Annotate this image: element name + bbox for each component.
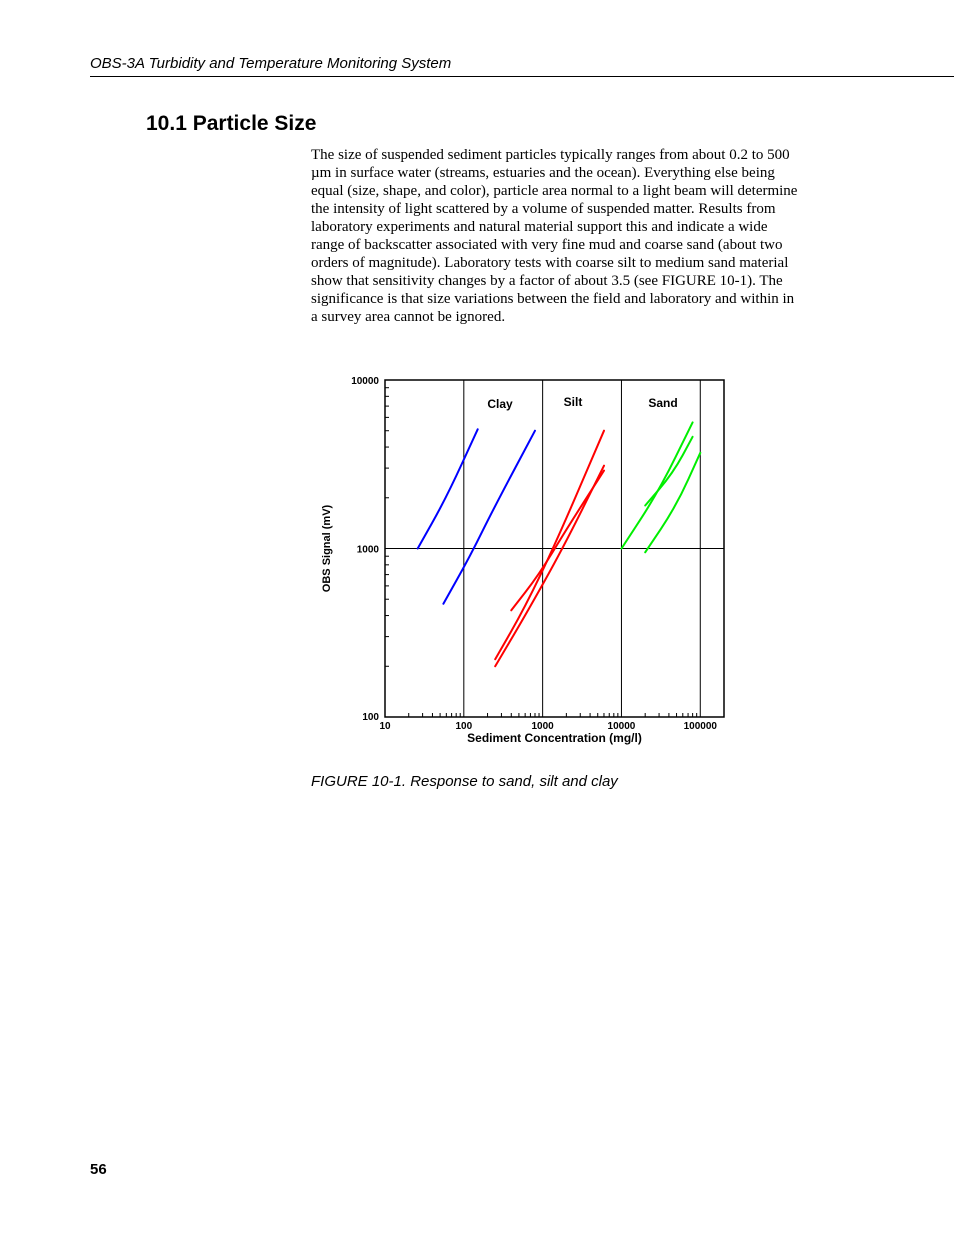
series-line-clay — [443, 431, 535, 604]
x-tick-label: 100000 — [683, 721, 717, 732]
section-body: The size of suspended sediment particles typically ranges from about 0.2 to 500 µm in surface water (streams, estuaries and the ocean). Everything else being equal (size, shape, and color), particle area normal to a light beam will determine the intensity of light scattered by a volume of suspended matter. Results from laboratory experiments and natural material support this and indicate a wide range of backscatter associated with very fine mud and coarse sand (about two orders of magnitude). Laboratory tests with coarse silt to medium sand material show that sensitivity changes by a factor of about 3.5 (see FIGURE 10-1). The significance is that size variations between the field and laboratory and within in a survey area cannot be ignored. — [311, 147, 798, 325]
y-tick-label: 10000 — [351, 376, 379, 387]
region-label-silt: Silt — [563, 395, 583, 409]
y-tick-label: 1000 — [356, 544, 379, 556]
series-line-silt — [495, 431, 604, 660]
figure-chart — [300, 360, 740, 760]
region-label-sand: Sand — [648, 396, 678, 410]
x-tick-label: 10 — [379, 721, 391, 732]
series-line-sand — [645, 453, 700, 553]
running-header: OBS-3A Turbidity and Temperature Monitoring System — [90, 55, 954, 77]
region-label-clay: Clay — [487, 397, 513, 411]
y-axis-label: OBS Signal (mV) — [321, 504, 333, 593]
series-line-clay — [418, 429, 478, 548]
y-tick-label: 100 — [362, 712, 379, 723]
x-tick-label: 1000 — [531, 721, 554, 732]
x-axis-label: Sediment Concentration (mg/l) — [467, 731, 642, 745]
chart-svg — [300, 360, 740, 760]
x-tick-label: 10000 — [607, 721, 636, 732]
x-tick-label: 100 — [455, 721, 473, 732]
page-number: 56 — [90, 1161, 107, 1178]
figure-caption: FIGURE 10-1. Response to sand, silt and clay — [311, 773, 618, 790]
series-line-sand — [622, 422, 693, 548]
series-line-silt — [511, 471, 604, 611]
section-title: 10.1 Particle Size — [146, 112, 317, 135]
